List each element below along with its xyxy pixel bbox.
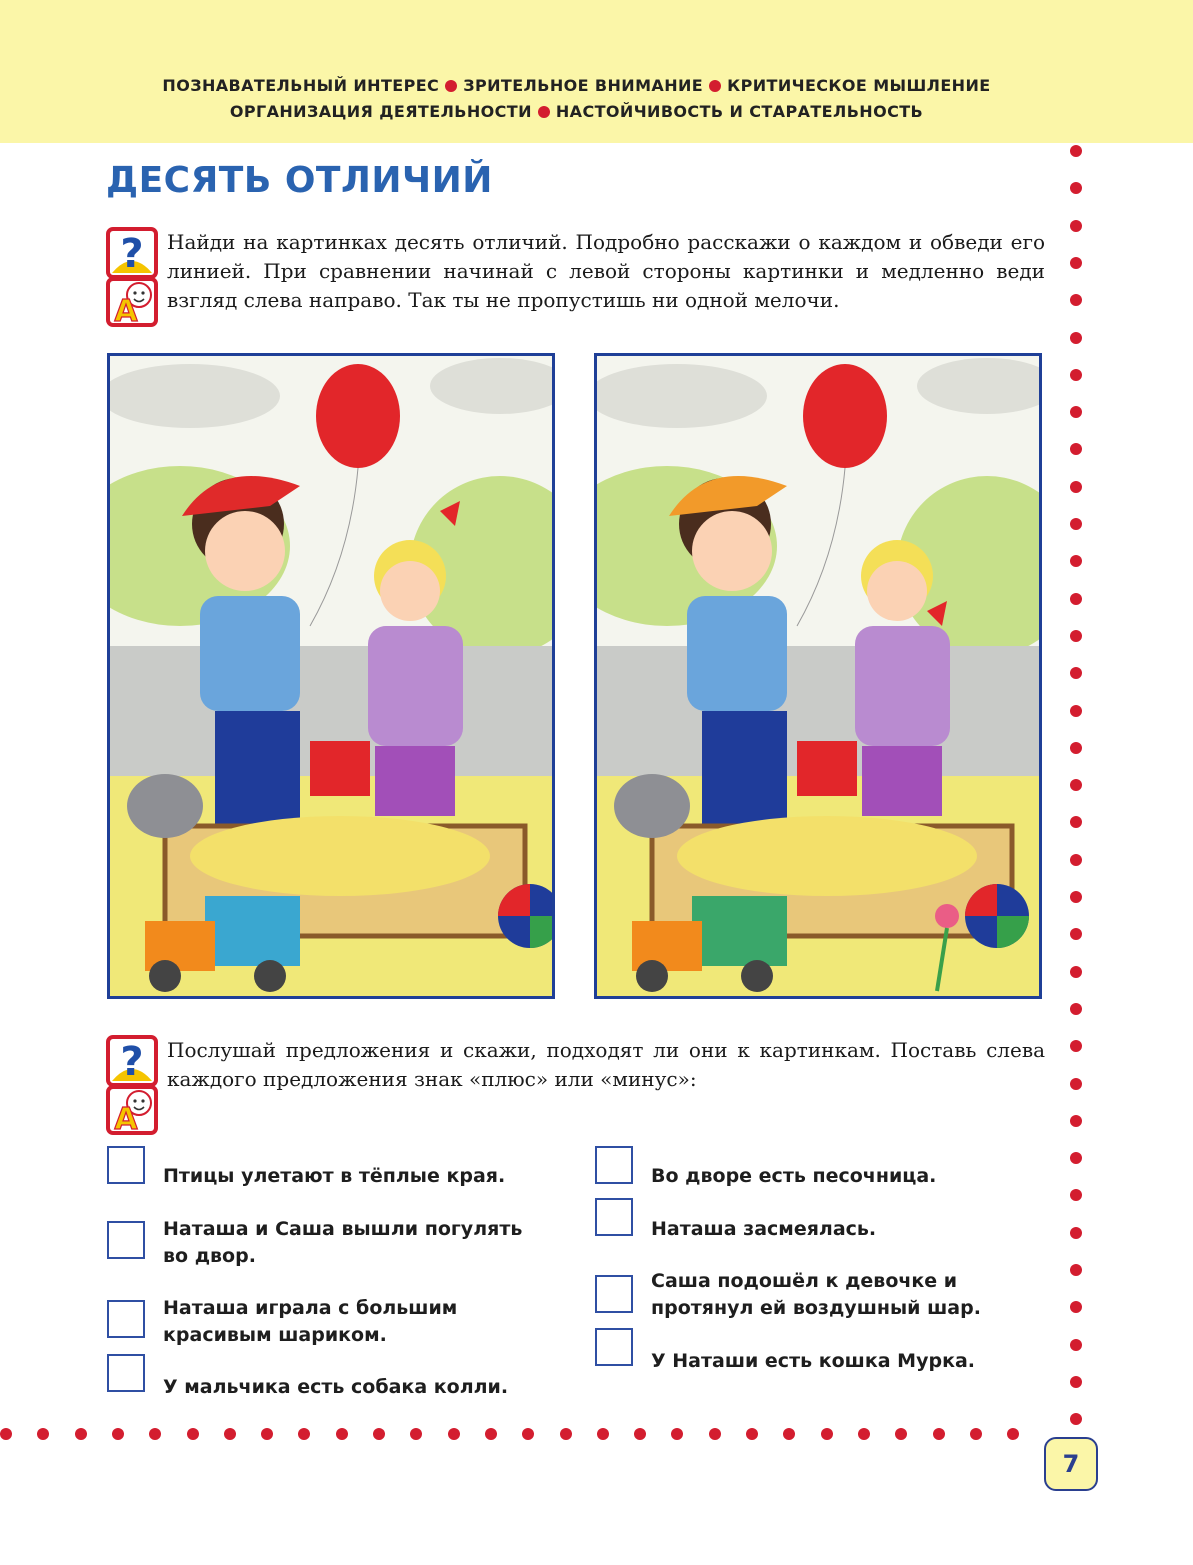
statement-text: Саша подошёл к девочке и протянул ей воздушный шар. (651, 1270, 981, 1319)
border-dot-icon (1070, 1003, 1082, 1015)
bullet-dot-icon (709, 80, 721, 92)
border-dot-icon (1070, 1264, 1082, 1276)
skill-label: ПОЗНАВАТЕЛЬНЫЙ ИНТЕРЕС (162, 76, 440, 95)
border-dot-icon (634, 1428, 646, 1440)
header-band (0, 0, 1193, 143)
border-dot-icon (1070, 1413, 1082, 1425)
statement-text: Наташа засмеялась. (651, 1218, 877, 1240)
border-dot-icon (1070, 443, 1082, 455)
statement-text: У мальчика есть собака колли. (163, 1376, 509, 1398)
page-title: ДЕСЯТЬ ОТЛИЧИЙ (106, 160, 493, 201)
border-dot-icon (1070, 593, 1082, 605)
svg-text:А: А (114, 294, 138, 327)
border-dot-icon (1070, 1152, 1082, 1164)
border-dot-icon (149, 1428, 161, 1440)
border-dot-icon (1070, 555, 1082, 567)
answer-checkbox[interactable] (595, 1328, 633, 1366)
border-dot-icon (1070, 630, 1082, 642)
page-number: 7 (1044, 1437, 1098, 1491)
border-dot-icon (970, 1428, 982, 1440)
border-dot-icon (1070, 928, 1082, 940)
skills-line-1 (0, 76, 1153, 95)
border-dot-icon (485, 1428, 497, 1440)
picture-right (594, 353, 1042, 999)
border-dot-icon (1070, 1227, 1082, 1239)
border-dot-icon (671, 1428, 683, 1440)
skill-label: ОРГАНИЗАЦИЯ ДЕЯТЕЛЬНОСТИ (229, 102, 532, 121)
border-dot-icon (1070, 742, 1082, 754)
svg-text:А: А (114, 1102, 138, 1135)
answer-checkbox[interactable] (595, 1275, 633, 1313)
border-dot-icon (1070, 294, 1082, 306)
border-dot-icon (410, 1428, 422, 1440)
border-dot-icon (1070, 816, 1082, 828)
border-dot-icon (37, 1428, 49, 1440)
skill-label: НАСТОЙЧИВОСТЬ И СТАРАТЕЛЬНОСТЬ (555, 102, 924, 121)
answer-checkbox[interactable] (595, 1198, 633, 1236)
border-dot-icon (112, 1428, 124, 1440)
border-dot-icon (746, 1428, 758, 1440)
statement-text: Птицы улетают в тёплые края. (163, 1165, 506, 1187)
border-dot-icon (522, 1428, 534, 1440)
border-dot-icon (1070, 1040, 1082, 1052)
border-dot-icon (895, 1428, 907, 1440)
border-dot-icon (597, 1428, 609, 1440)
border-dot-icon (1070, 257, 1082, 269)
border-dot-icon (1070, 1115, 1082, 1127)
skill-label: КРИТИЧЕСКОЕ МЫШЛЕНИЕ (727, 76, 991, 95)
border-dot-icon (1070, 481, 1082, 493)
border-dot-icon (261, 1428, 273, 1440)
border-dot-icon (1070, 369, 1082, 381)
svg-text:?: ? (120, 1039, 144, 1085)
border-dot-icon (336, 1428, 348, 1440)
border-dot-icon (1070, 182, 1082, 194)
border-dot-icon (560, 1428, 572, 1440)
border-dot-icon (448, 1428, 460, 1440)
border-dot-icon (1070, 1078, 1082, 1090)
picture-left (107, 353, 555, 999)
statement-text: Во дворе есть песочница. (651, 1165, 937, 1187)
border-dot-icon (1070, 667, 1082, 679)
border-dot-icon (709, 1428, 721, 1440)
statement-text: Наташа и Саша вышли погулять во двор. (163, 1218, 523, 1267)
border-dot-icon (1070, 220, 1082, 232)
border-dot-icon (373, 1428, 385, 1440)
border-dot-icon (0, 1428, 12, 1440)
answer-checkbox[interactable] (107, 1300, 145, 1338)
skills-line-2 (0, 102, 1153, 121)
border-dot-icon (75, 1428, 87, 1440)
border-dot-icon (1007, 1428, 1019, 1440)
statement-text: Наташа играла с большим красивым шариком. (163, 1297, 458, 1346)
bullet-dot-icon (538, 106, 550, 118)
question-answer-icon (106, 227, 158, 327)
answer-checkbox[interactable] (107, 1146, 145, 1184)
svg-text:?: ? (120, 231, 144, 277)
border-dot-icon (1070, 332, 1082, 344)
bullet-dot-icon (445, 80, 457, 92)
border-dot-icon (1070, 518, 1082, 530)
task-instructions-2: Послушай предложения и скажи, подходят ли они к картинкам. Поставь слева каждого предложения знак «плюс» или «минус»: (167, 1038, 1045, 1091)
border-dot-icon (1070, 891, 1082, 903)
answer-checkbox[interactable] (107, 1354, 145, 1392)
border-dot-icon (1070, 145, 1082, 157)
border-dot-icon (1070, 779, 1082, 791)
answer-checkbox[interactable] (107, 1221, 145, 1259)
statement-text: У Наташи есть кошка Мурка. (651, 1350, 976, 1372)
border-dot-icon (783, 1428, 795, 1440)
task-instructions-1: Найди на картинках десять отличий. Подробно расскажи о каждом и обведи его линией. При сравнении начинай с левой стороны картинки и медленно веди взгляд слева направо. Так ты не пропустишь ни одной мелочи. (167, 230, 1045, 312)
border-dot-icon (1070, 1339, 1082, 1351)
border-dot-icon (1070, 966, 1082, 978)
border-dot-icon (1070, 705, 1082, 717)
skill-label: ЗРИТЕЛЬНОЕ ВНИМАНИЕ (463, 76, 704, 95)
border-dot-icon (1070, 1189, 1082, 1201)
border-dot-icon (1070, 854, 1082, 866)
question-answer-icon (106, 1035, 158, 1135)
border-dot-icon (858, 1428, 870, 1440)
border-dot-icon (1070, 1376, 1082, 1388)
border-dot-icon (1070, 406, 1082, 418)
border-dot-icon (821, 1428, 833, 1440)
border-dot-icon (933, 1428, 945, 1440)
answer-checkbox[interactable] (595, 1146, 633, 1184)
border-dot-icon (224, 1428, 236, 1440)
border-dot-icon (1070, 1301, 1082, 1313)
border-dot-icon (187, 1428, 199, 1440)
border-dot-icon (298, 1428, 310, 1440)
